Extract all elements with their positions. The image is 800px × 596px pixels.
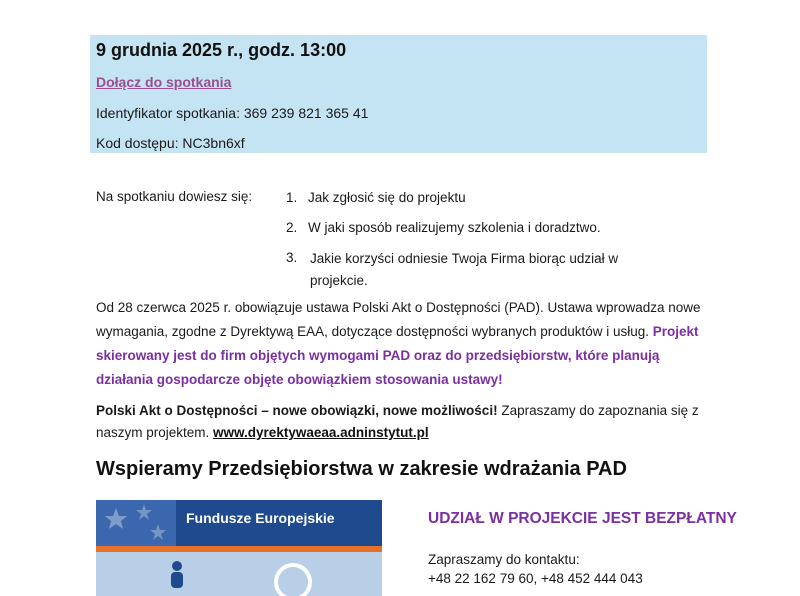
meeting-date: 9 grudnia 2025 r., godz. 13:00 [96, 40, 347, 60]
contact-phones: +48 22 162 79 60, +48 452 444 043 [428, 571, 643, 586]
eu-funds-image [96, 500, 382, 596]
invite-text: Zapraszamy do zapoznania się z naszym projektem. [96, 403, 699, 440]
list-text: Jak zgłosić się do projektu [308, 190, 466, 205]
pad-info-paragraph [96, 296, 708, 392]
learn-label: Na spotkaniu dowiesz się: [96, 189, 253, 204]
pad-slogan: Polski Akt o Dostępności – nowe obowiązki, nowe możliwości! [96, 403, 498, 418]
list-text: W jaki sposób realizujemy szkolenia i doradztwo. [308, 220, 601, 235]
section-heading: Wspieramy Przedsiębiorstwa w zakresie wdrażania PAD [96, 458, 627, 480]
meeting-access-code: Kod dostępu: NC3bn6xf [96, 135, 245, 151]
pad-target-highlight: Projekt skierowany jest do firm objętych wymogami PAD oraz do przedsiębiorstw, które planują działania gospodarcze objęte obowiązkiem stosowania ustawy! [96, 324, 699, 387]
list-item [286, 248, 308, 268]
join-meeting-link[interactable]: Dołącz do spotkania [96, 74, 232, 90]
meeting-id: Identyfikator spotkania: 369 239 821 365 41 [96, 105, 369, 121]
list-text: Jakie korzyści odniesie Twoja Firma biorąc udział w projekcie. [310, 251, 619, 288]
image-lower-panel [96, 552, 382, 596]
list-item [286, 218, 601, 238]
list-number: 1. [286, 190, 298, 205]
project-invite-paragraph [96, 400, 708, 444]
pad-info-text: Od 28 czerwca 2025 r. obowiązuje ustawa Polski Akt o Dostępności (PAD). Ustawa wprowadza nowe wymagania, zgodne z Dyrektywą EAA, dotyczące dostępności wybranych produktów i usług. [96, 300, 701, 339]
list-number: 3. [286, 250, 298, 265]
person-icon [166, 560, 188, 590]
project-website-link[interactable]: www.dyrektywaeaa.adninstytut.pl [213, 425, 429, 440]
eu-funds-brand: Fundusze Europejskie [186, 510, 335, 526]
contact-info [428, 550, 643, 588]
contact-label: Zapraszamy do kontaktu: [428, 552, 580, 567]
accessibility-circle-icon [271, 560, 315, 596]
free-participation-notice: UDZIAŁ W PROJEKCIE JEST BEZPŁATNY [428, 510, 737, 527]
list-item [286, 188, 466, 208]
meeting-info-box [90, 35, 707, 153]
list-number: 2. [286, 220, 298, 235]
